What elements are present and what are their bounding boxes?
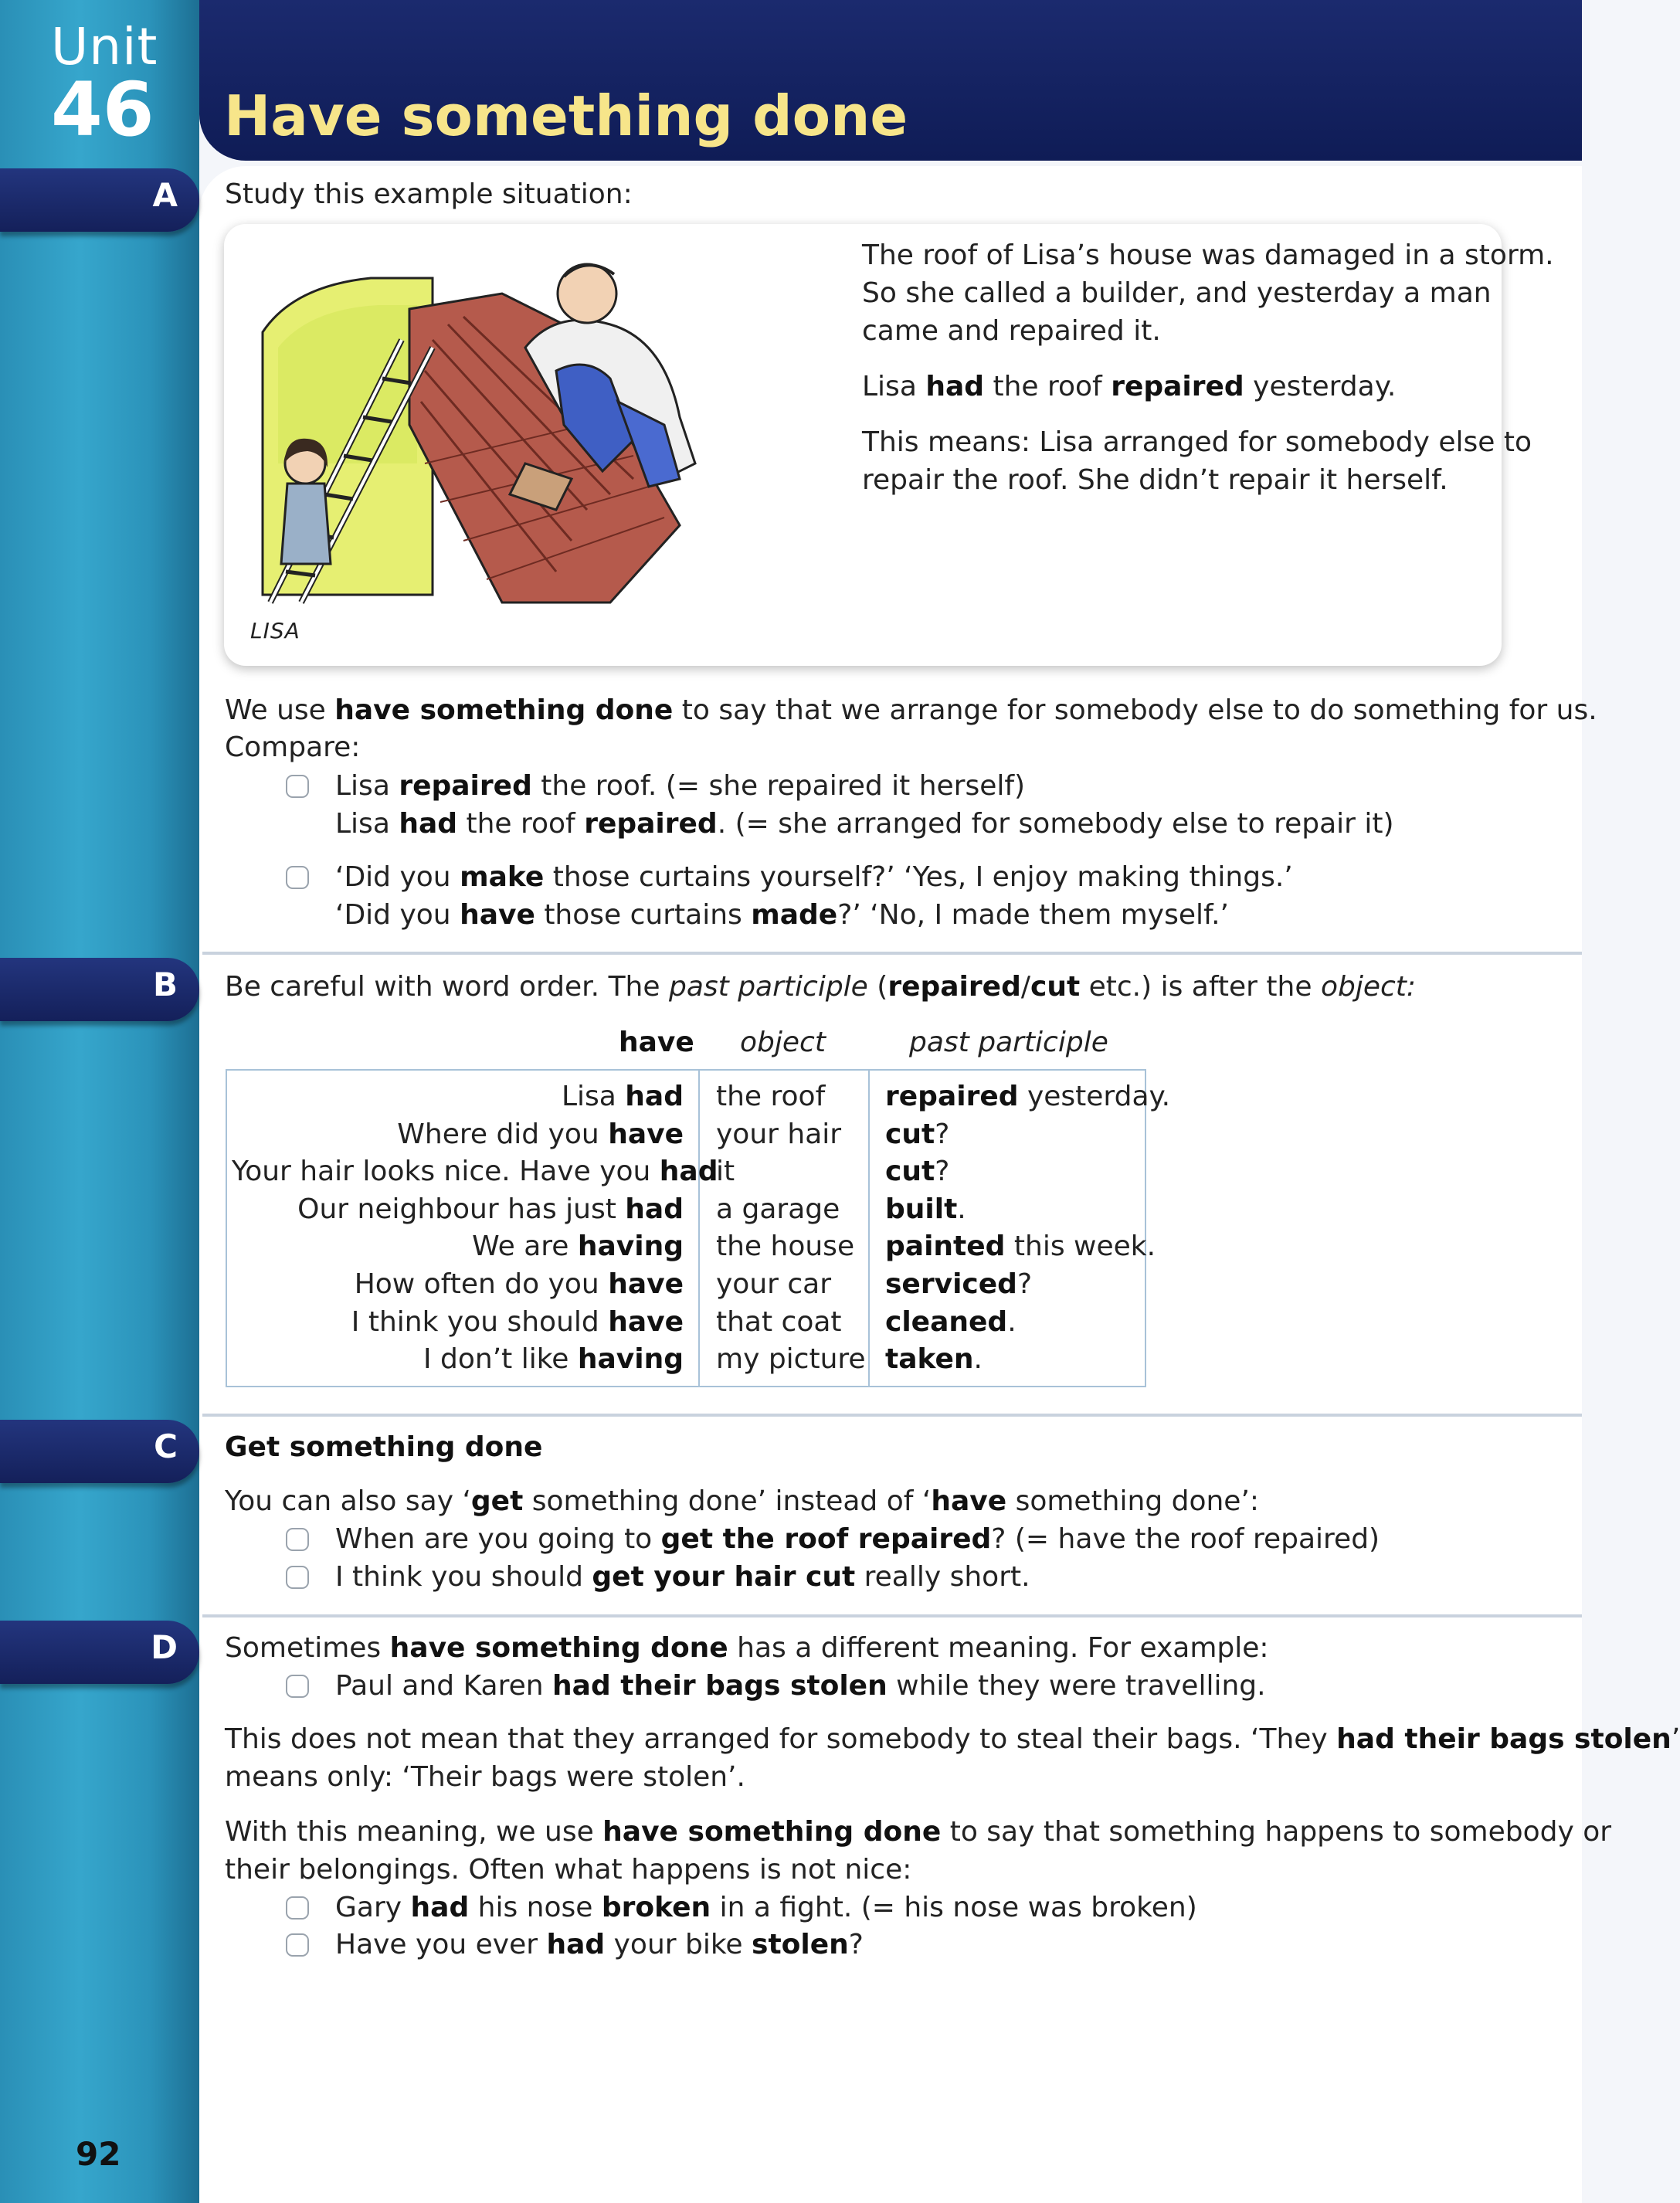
- table-cell-past-participle: repaired yesterday.: [885, 1081, 1171, 1112]
- bullet-box: [286, 1933, 309, 1957]
- table-cell-have: Our neighbour has just had: [297, 1193, 684, 1225]
- section-c-intro: You can also say ‘get something done’ instead of ‘have something done’:: [225, 1485, 1260, 1517]
- table-cell-past-participle: cut?: [885, 1118, 950, 1150]
- table-cell-have: I think you should have: [351, 1305, 684, 1338]
- bullet-box: [286, 1675, 309, 1698]
- table-cell-object: it: [716, 1156, 735, 1188]
- bullet-box: [286, 1528, 309, 1551]
- example-line: When are you going to get the roof repaired? (= have the roof repaired): [335, 1523, 1380, 1555]
- section-d-paragraph: their belongings. Often what happens is not nice:: [225, 1854, 912, 1886]
- section-letter: C: [154, 1427, 178, 1465]
- section-divider: [202, 952, 1582, 955]
- section-d-paragraph: With this meaning, we use have something done to say that something happens to somebody or: [225, 1816, 1612, 1848]
- section-b-intro: Be careful with word order. The past participle (repaired/cut etc.) is after the object:: [225, 971, 1417, 1003]
- section-tab-a: [0, 168, 199, 232]
- table-cell-object: your hair: [716, 1118, 842, 1150]
- table-cell-have: We are having: [472, 1230, 684, 1263]
- section-tab-c: [0, 1420, 199, 1483]
- table-cell-have: I don’t like having: [423, 1343, 684, 1376]
- card-example-sentence: Lisa had the roof repaired yesterday.: [862, 371, 1397, 402]
- table-column-have: [232, 1078, 718, 1379]
- table-column-divider: [868, 1069, 870, 1387]
- table-cell-object: your car: [716, 1268, 832, 1300]
- table-cell-past-participle: built.: [885, 1193, 966, 1225]
- table-header-have: have: [619, 1027, 694, 1058]
- table-cell-past-participle: painted this week.: [885, 1230, 1156, 1263]
- roof-repair-illustration: [247, 232, 772, 618]
- unit-number: 46: [51, 66, 154, 153]
- example-line: I think you should get your hair cut really short.: [335, 1561, 1030, 1593]
- table-cell-past-participle: serviced?: [885, 1268, 1033, 1300]
- card-text-line: repair the roof. She didn’t repair it herself.: [862, 464, 1448, 496]
- table-cell-have: How often do you have: [354, 1268, 684, 1300]
- table-cell-past-participle: cleaned.: [885, 1305, 1016, 1338]
- page-number: 92: [76, 2135, 121, 2173]
- page-title: Have something done: [224, 83, 908, 148]
- table-cell-past-participle: cut?: [885, 1156, 950, 1188]
- table-cell-have: Your hair looks nice. Have you had: [232, 1156, 718, 1188]
- section-divider: [202, 1614, 1582, 1617]
- table-cell-object: my picture: [716, 1343, 866, 1376]
- example-line: Have you ever had your bike stolen?: [335, 1929, 864, 1960]
- example-line: Lisa repaired the roof. (= she repaired it herself): [335, 770, 1026, 802]
- example-line: ‘Did you have those curtains made?’ ‘No, I made them myself.’: [335, 899, 1229, 931]
- table-cell-have: Where did you have: [397, 1118, 684, 1150]
- section-tab-d: [0, 1621, 199, 1684]
- section-a-compare: Compare:: [225, 732, 361, 763]
- bullet-box: [286, 775, 309, 798]
- section-letter: B: [152, 966, 178, 1003]
- section-d-paragraph: means only: ‘Their bags were stolen’.: [225, 1761, 745, 1793]
- table-cell-object: the roof: [716, 1081, 826, 1112]
- bullet-box: [286, 1566, 309, 1589]
- section-tab-b: [0, 958, 199, 1021]
- section-a-intro: Study this example situation:: [225, 178, 633, 210]
- card-text-line: This means: Lisa arranged for somebody else to: [862, 426, 1532, 458]
- section-letter: A: [152, 176, 178, 214]
- table-cell-past-participle: taken.: [885, 1343, 983, 1376]
- section-letter: D: [151, 1628, 178, 1666]
- section-a-use-text: We use have something done to say that we arrange for somebody else to do something for us.: [225, 694, 1597, 726]
- section-divider: [202, 1414, 1582, 1417]
- table-column-object: [716, 1078, 866, 1379]
- bullet-box: [286, 866, 309, 889]
- table-column-past-participle: [885, 1078, 1170, 1379]
- section-d-paragraph: This does not mean that they arranged for somebody to steal their bags. ‘They had their bags stolen’: [225, 1723, 1680, 1755]
- unit-label: Unit: [51, 17, 158, 76]
- illustration-caption: LISA: [250, 618, 300, 643]
- example-line: Gary had his nose broken in a fight. (= his nose was broken): [335, 1892, 1197, 1923]
- table-column-divider: [698, 1069, 700, 1387]
- example-line: ‘Did you make those curtains yourself?’ ‘Yes, I enjoy making things.’: [335, 861, 1293, 893]
- card-text-line: The roof of Lisa’s house was damaged in a storm.: [862, 239, 1554, 271]
- table-header-object: object: [740, 1027, 826, 1058]
- table-header-past-participle: past participle: [909, 1027, 1108, 1058]
- table-cell-object: the house: [716, 1230, 855, 1263]
- table-cell-have: Lisa had: [561, 1081, 684, 1112]
- bullet-box: [286, 1896, 309, 1920]
- example-line: Lisa had the roof repaired. (= she arranged for somebody else to repair it): [335, 808, 1394, 840]
- example-line: Paul and Karen had their bags stolen while they were travelling.: [335, 1670, 1266, 1702]
- section-c-heading: Get something done: [225, 1431, 543, 1463]
- card-text-line: So she called a builder, and yesterday a man: [862, 277, 1492, 309]
- section-d-intro: Sometimes have something done has a different meaning. For example:: [225, 1632, 1269, 1664]
- table-cell-object: that coat: [716, 1305, 842, 1338]
- table-cell-object: a garage: [716, 1193, 840, 1225]
- card-text-line: came and repaired it.: [862, 315, 1161, 347]
- left-sidebar: [0, 0, 199, 2203]
